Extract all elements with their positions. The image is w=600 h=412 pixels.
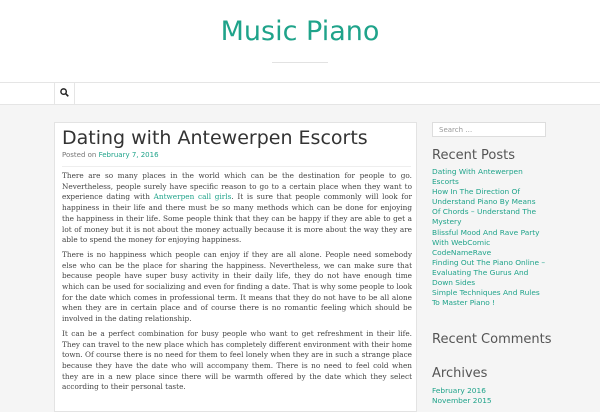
nav-bar: [0, 82, 600, 105]
archive-link[interactable]: February 2016: [432, 386, 486, 395]
site-title[interactable]: Music Piano: [220, 16, 380, 47]
recent-post-link[interactable]: How In The Direction Of Understand Piano By Means Of Chords – Understand The Mystery: [432, 187, 537, 227]
list-item: [432, 288, 546, 308]
archives-list: [432, 386, 492, 406]
post-paragraph: It can be a perfect combination for busy people who want to get refreshment in their life. They can travel to the new place which has completely different environment with their home town. Of course there is no need for them to feel lonely when they are in such a strange place because they have the date who will accompany them. There is no need to feel cold when they are in a new place since there will be warmth offered by the date which they select according to their personal taste.: [62, 328, 412, 392]
title-divider: [272, 62, 328, 63]
post-title[interactable]: Dating with Antewerpen Escorts: [62, 127, 368, 149]
post-paragraph: [62, 171, 412, 246]
search-input[interactable]: Search …: [432, 122, 546, 137]
recent-posts-list: [432, 167, 546, 308]
recent-post-link[interactable]: Simple Techniques And Rules To Master Piano !: [432, 288, 540, 308]
list-item: [432, 258, 546, 288]
list-item: [432, 228, 546, 258]
recent-post-link[interactable]: Dating With Antewerpen Escorts: [432, 167, 523, 187]
search-icon: [60, 88, 69, 97]
post-divider: [62, 166, 411, 167]
paragraph-text: There are so many places in the world which can be the destination for people to go. Nevertheless, people surely have specific reason to go to a certain place when they want to experience dating with: [62, 171, 412, 202]
post-content: [62, 171, 412, 397]
post-article: [54, 122, 417, 412]
post-paragraph: There is no happiness which people can enjoy if they are all alone. People need somebody else who can be the place for sharing the happiness. Nevertheless, we can make sure that because people have super busy activity in their daily life, they do not have enough time which can be used for socializing and even for finding a date. That is why some people to look for the date which comes in professional term. It means that they do not have to be all alone when they are in certain place and of course there is no romantic feeling which should be involved in the dating relationship.: [62, 249, 412, 324]
paragraph-text: . It is sure that people commonly will look for happiness in their life and there must be so many methods which can be done for enjoying the happiness in their life. Some people think that they can be happy if they are able to get a lot of money but it is not about the money actually because it is more about the way they are able to spend the money for enjoying happiness.: [62, 192, 412, 245]
recent-post-link[interactable]: Finding Out The Piano Online – Evaluating The Gurus And Down Sides: [432, 257, 546, 288]
list-item: [432, 187, 546, 227]
post-meta: [62, 151, 159, 159]
list-item: [432, 167, 546, 187]
nav-divider: [54, 83, 55, 104]
search-toggle-button[interactable]: [56, 83, 75, 104]
site-header: [0, 0, 600, 82]
archive-link[interactable]: November 2015: [432, 396, 492, 405]
archives-title: Archives: [432, 366, 488, 381]
post-date-link[interactable]: February 7, 2016: [98, 151, 159, 159]
recent-comments-title: Recent Comments: [432, 332, 552, 347]
recent-posts-title: Recent Posts: [432, 148, 516, 163]
recent-post-link[interactable]: Blissful Mood And Rave Party With WebComic CodeNameRave: [432, 227, 540, 257]
post-meta-prefix: Posted on: [62, 151, 97, 159]
antwerpen-call-girls-link[interactable]: Antwerpen call girls: [153, 192, 232, 202]
list-item: [432, 396, 492, 406]
list-item: [432, 386, 492, 396]
